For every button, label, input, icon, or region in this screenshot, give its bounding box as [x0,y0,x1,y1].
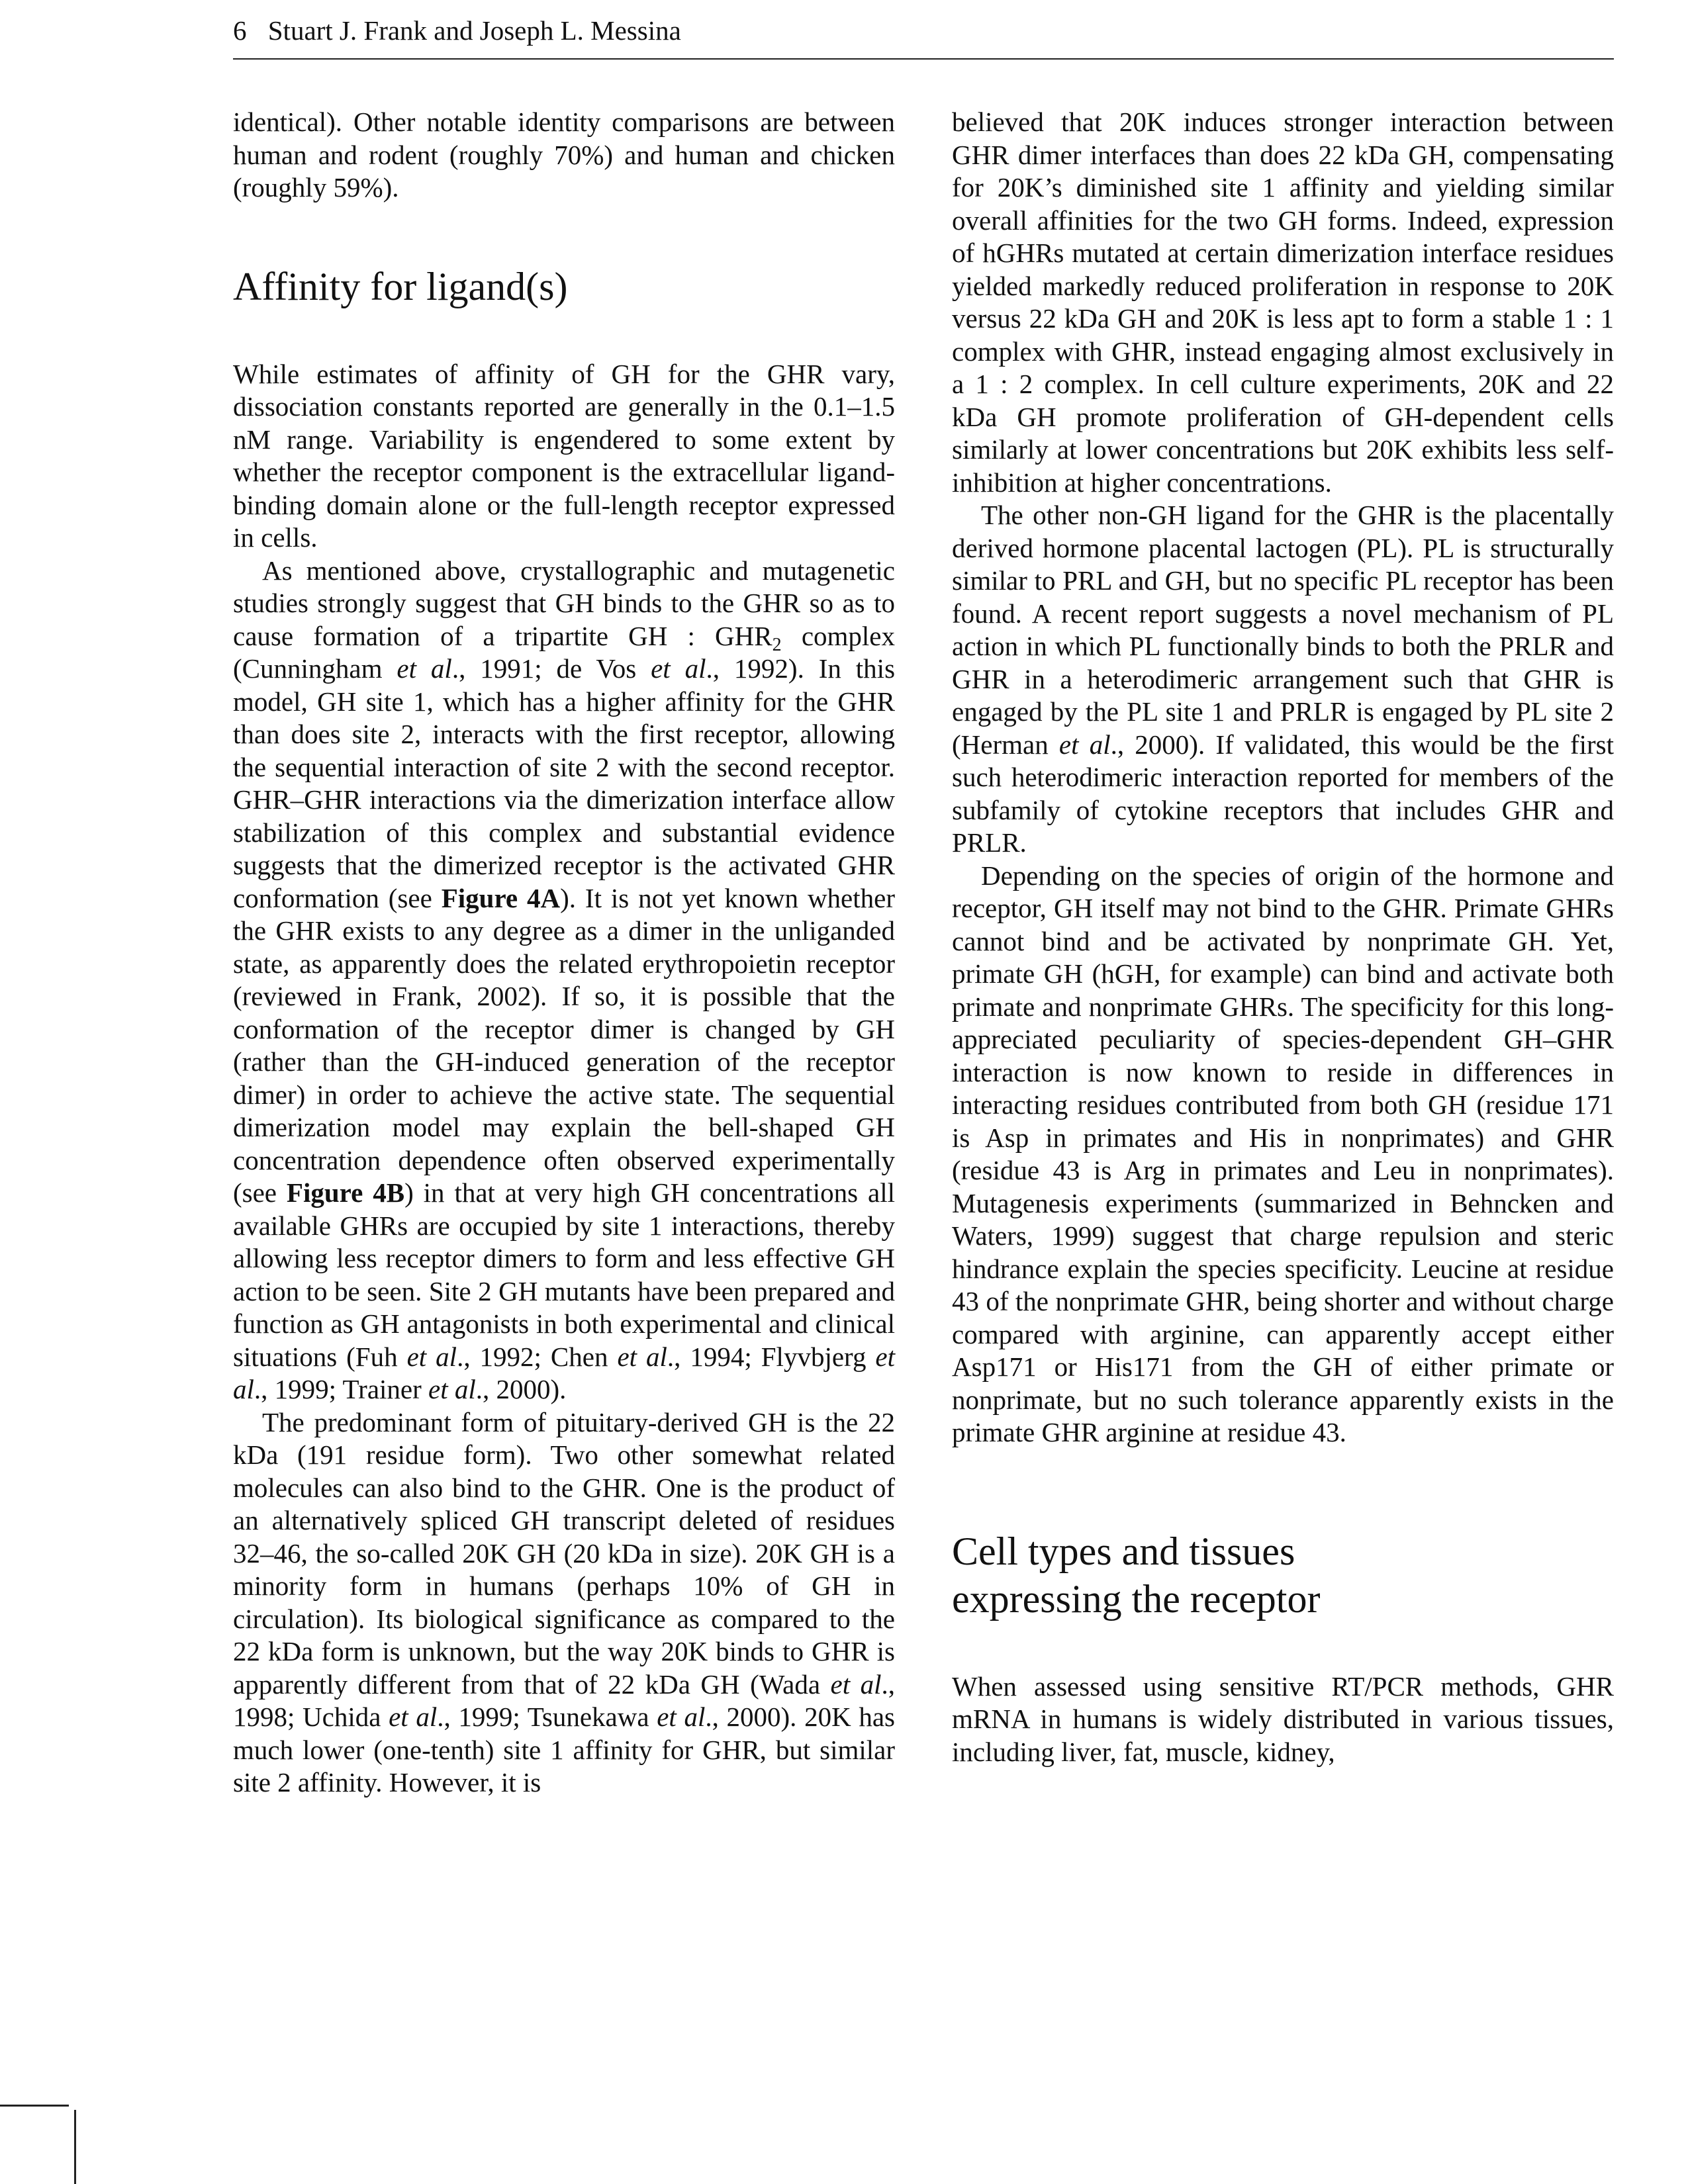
running-header [233,7,1614,54]
figure-4b-ref: Figure 4B [286,1177,405,1208]
section-heading-cell-types: Cell types and tissues expressing the receptor [952,1529,1321,1621]
crop-mark-horizontal [0,2105,69,2107]
paragraph-tissue-distribution: When assessed using sensitive RT/PCR methods, GHR mRNA in humans is widely distributed in various tissues, including liver, fat, muscle, kidney, [952,1670,1614,1767]
paragraph-affinity-estimates: While estimates of affinity of GH for the GHR vary, dissociation constants reported are generally in the 0.1–1.5 nM range. Variability is engendered to some extent by whether the receptor component is the extracellular ligand-binding domain alone or the full-length receptor expressed in cells. [233,358,895,553]
paragraph-sequential-dimerization: As mentioned above, crystallographic and mutagenetic studies strongly suggest that GH binds to the GHR so as to cause formation of a tripartite GH : $GHR_2$ complex (Cunningham et al., 1991; de Vos et al., 1992). In this model, GH site 1, which has a higher affinity for the GHR than does site 2, interacts with the first receptor, allowing the sequential interaction of site 2 with the second receptor. GHR–GHR interactions via the dimerization interface allow stabilization of this complex and substantial evidence suggests that the dimerized receptor is the activated GHR conformation (see Figure 4A). It is not yet known whether the GHR exists to any degree as a dimer in the unliganded state, as apparently does the related erythropoietin receptor (reviewed in Frank, 2002). If so, it is possible that the conformation of the receptor dimer is changed by GH (rather than the GH-induced generation of the receptor dimer) in order to achieve the active state. The sequential dimerization model may explain the bell-shaped GH concentration dependence often observed experimentally (see Figure 4B) in that at very high GH concentrations all available GHRs are occupied by site 1 interactions, thereby allowing less receptor dimers to form and less effective GH action to be seen. Site 2 GH mutants have been prepared and function as GH antagonists in both experimental and clinical situations (Fuh et al., 1992; Chen et al., 1994; Flyvbjerg et al., 1999; Trainer et al., 2000). [233,555,896,1404]
paragraph-20k-continued: believed that 20K induces stronger interaction between GHR dimer interfaces than does 22 kDa GH, compensating for 20K’s diminished site 1 affinity and yielding similar overall affinities for the two GH forms. Indeed, expression of hGHRs mutated at certain dimerization interface residues yielded markedly reduced proliferation in response to 20K versus 22 kDa GH and 20K is less apt to form a stable 1 : 1 complex with GHR, instead engaging almost exclusively in a 1 : 2 complex. In cell culture experiments, 20K and 22 kDa GH promote proliferation of GH-dependent cells similarly at lower concentrations but 20K exhibits less self-inhibition at higher concentrations. [952,107,1614,498]
paragraph-placental-lactogen: The other non-GH ligand for the GHR is the placentally derived hormone placental lactogen (PL). PL is structurally similar to PRL and GH, but no specific PL receptor has been found. A recent report suggests a novel mechanism of PL action in which PL functionally binds to both the PRLR and GHR in a heterodimeric arrangement such that GHR is engaged by the PL site 1 and PRLR is engaged by PL site 2 (Herman et al., 2000). If validated, this would be the first such heterodimeric interaction reported for members of the subfamily of cytokine receptors that includes GHR and PRLR. [952,500,1615,858]
right-column [952,106,1614,1768]
figure-4a-ref: Figure 4A [441,882,561,913]
page-number: 6 [233,15,247,46]
header-rule [233,58,1614,60]
section-heading-affinity: Affinity for ligand(s) [233,264,568,308]
left-column [233,106,895,1799]
paragraph-20k-gh: The predominant form of pituitary-derived GH is the 22 kDa (191 residue form). Two other somewhat related molecules can also bind to the GHR. One is the product of an alternatively spliced GH transcript deleted of residues 32–46, the so-called 20K GH (20 kDa in size). 20K GH is a minority form in humans (perhaps 10% of GH in circulation). Its biological significance as compared to the 22 kDa form is unknown, but the way 20K binds to GHR is apparently different from that of 22 kDa GH (Wada et al., 1998; Uchida et al., 1999; Tsunekawa et al., 2000). 20K has much lower (one-tenth) site 1 affinity for GHR, but similar site 2 affinity. However, it is [233,1406,896,1797]
paragraph-species-specificity: Depending on the species of origin of the hormone and receptor, GH itself may not bind to the GHR. Primate GHRs cannot bind and be activated by nonprimate GH. Yet, primate GH (hGH, for example) can bind and activate both primate and nonprimate GHRs. The specificity for this long-appreciated peculiarity of species-dependent GH–GHR interaction is now known to reside in differences in interacting residues contributed from both GH (residue 171 is Asp in primates and His in nonprimates) and GHR (residue 43 is Arg in primates and Leu in nonprimates). Mutagenesis experiments (summarized in Behncken and Waters, 1999) suggest that charge repulsion and steric hindrance explain the species specificity. Leucine at residue 43 of the nonprimate GHR, being shorter and without charge compared with arginine, can apparently accept either Asp171 or His171 from the GH of either primate or nonprimate, but no such tolerance apparently exists in the primate GHR arginine at residue 43. [952,860,1614,1447]
paragraph-continued: identical). Other notable identity comparisons are between human and rodent (roughly 70%) and human and chicken (roughly 59%). [233,107,895,203]
crop-mark-vertical [74,2110,76,2184]
running-header-authors: Stuart J. Frank and Joseph L. Messina [267,15,681,46]
